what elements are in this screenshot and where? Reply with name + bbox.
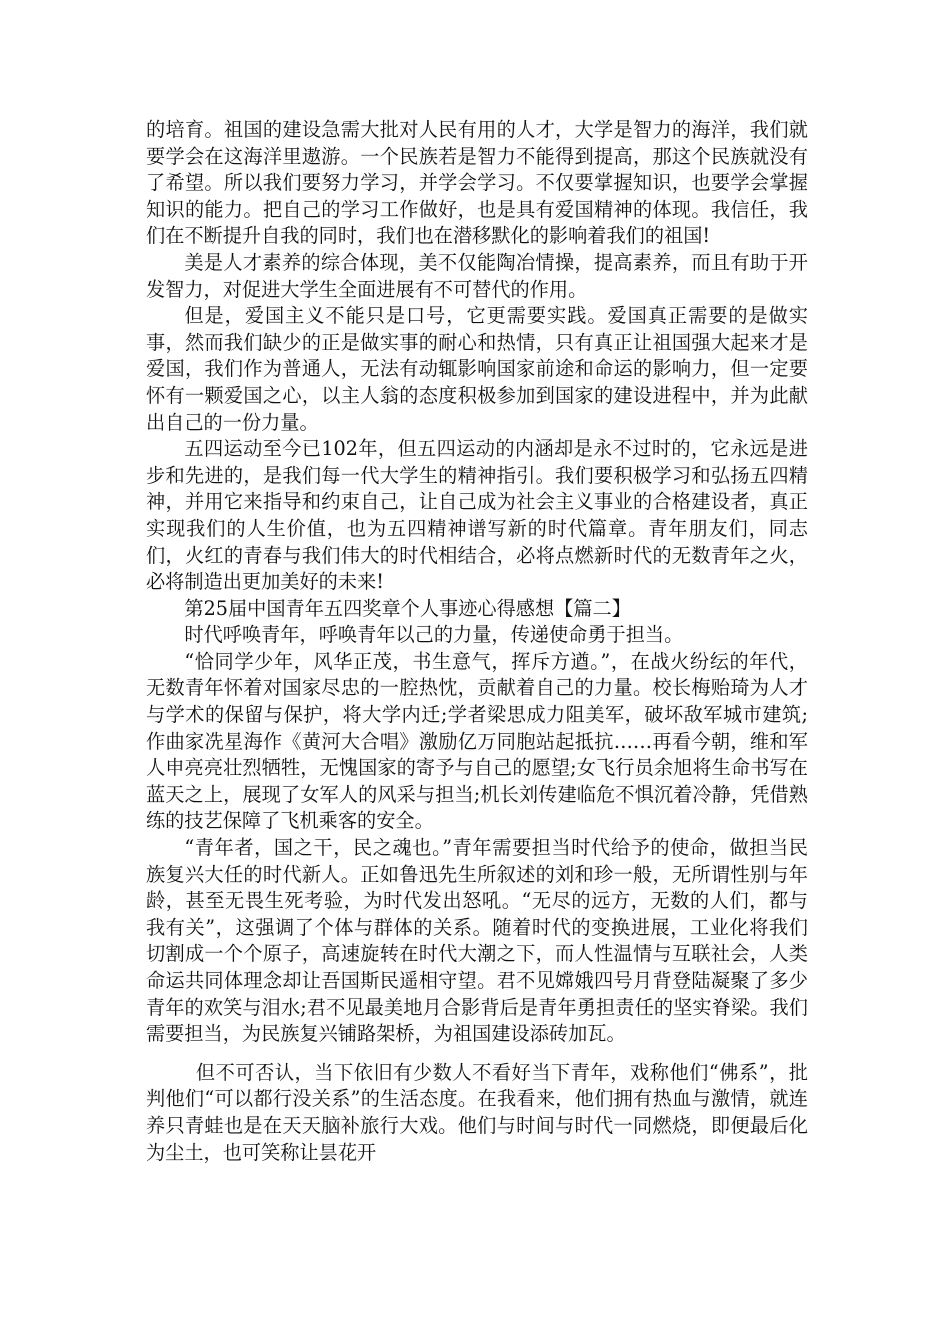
paragraph-patriotism-practice: 但是，爱国主义不能只是口号，它更需要实践。爱国真正需要的是做实事，然而我们缺少的正是做实事的耐心和热情，只有真正让祖国强大起来才是爱国，我们作为普通人，无法有动辄影响国家前途和命运的影响力，但一定要怀有一颗爱国之心，以主人翁的态度积极参加到国家的建设进程中，并为此献出自己的一份力量。: [146, 304, 808, 434]
paragraph-buddhist-youth: 但不可否认，当下依旧有少数人不看好当下青年，戏称他们“佛系”，批判他们“可以都行没关系”的生活态度。在我看来，他们拥有热血与激情，就连养只青蛙也是在天天脑补旅行大戏。他们与时间与时代一同燃烧，即便最后化为尘土，也可笑称让昙花开: [146, 1060, 808, 1164]
paragraph-youth-history: “恰同学少年，风华正茂，书生意气，挥斥方遒。”，在战火纷纭的年代，无数青年怀着对国家尽忠的一腔热忱，贡献着自己的力量。校长梅贻琦为人才与学术的保留与保护，将大学内迁;学者梁思成力阻美军，破坏敌军城市建筑;作曲家冼星海作《黄河大合唱》激励亿万同胞站起抵抗……再看今朝，维和军人申亮亮壮烈牺牲，无愧国家的寄予与自己的愿望;女飞行员余旭将生命书写在蓝天之上，展现了女军人的风采与担当;机长刘传建临危不惧沉着冷静，凭借熟练的技艺保障了飞机乘客的安全。: [146, 649, 808, 833]
section-heading: 第25届中国青年五四奖章个人事迹心得感想【篇二】: [184, 596, 631, 620]
paragraph-era-calls: 时代呼唤青年，呼唤青年以己的力量，传递使命勇于担当。: [184, 623, 684, 647]
paragraph-beauty: 美是人才素养的综合体现，美不仅能陶冶情操，提高素养，而且有助于开发智力，对促进大学生全面进展有不可替代的作用。: [146, 250, 808, 301]
document-page: [146, 117, 808, 1166]
paragraph-continuation: 的培育。祖国的建设急需大批对人民有用的人才，大学是智力的海洋，我们就要学会在这海洋里遨游。一个民族若是智力不能得到提高，那这个民族就没有了希望。所以我们要努力学习，并学会学习。不仅要掌握知识，也要学会掌握知识的能力。把自己的学习工作做好，也是具有爱国精神的体现。我信任，我们在不断提升自我的同时，我们也在潜移默化的影响着我们的祖国!: [146, 118, 808, 248]
paragraph-youth-mission: “青年者，国之干，民之魂也。”青年需要担当时代给予的使命，做担当民族复兴大任的时代新人。正如鲁迅先生所叙述的刘和珍一般，无所谓性别与年龄，甚至无畏生死考验，为时代发出怒吼。“无尽的远方，无数的人们，都与我有关”，这强调了个体与群体的关系。随着时代的变换进展，工业化将我们切割成一个个原子，高速旋转在时代大潮之下，而人性温情与互联社会，人类命运共同体理念却让吾国斯民遥相守望。君不见嫦娥四号月背登陆凝聚了多少青年的欢笑与泪水;君不见最美地月合影背后是青年勇担责任的坚实脊梁。我们需要担当，为民族复兴铺路架桥，为祖国建设添砖加瓦。: [146, 836, 808, 1046]
paragraph-may-fourth: 五四运动至今已102年，但五四运动的内涵却是永不过时的，它永远是进步和先进的，是我们每一代大学生的精神指引。我们要积极学习和弘扬五四精神，并用它来指导和约束自己，让自己成为社会主义事业的合格建设者，真正实现我们的人生价值，也为五四精神谱写新的时代篇章。青年朋友们，同志们，火红的青春与我们伟大的时代相结合，必将点燃新时代的无数青年之火，必将制造出更加美好的未来!: [146, 437, 808, 594]
